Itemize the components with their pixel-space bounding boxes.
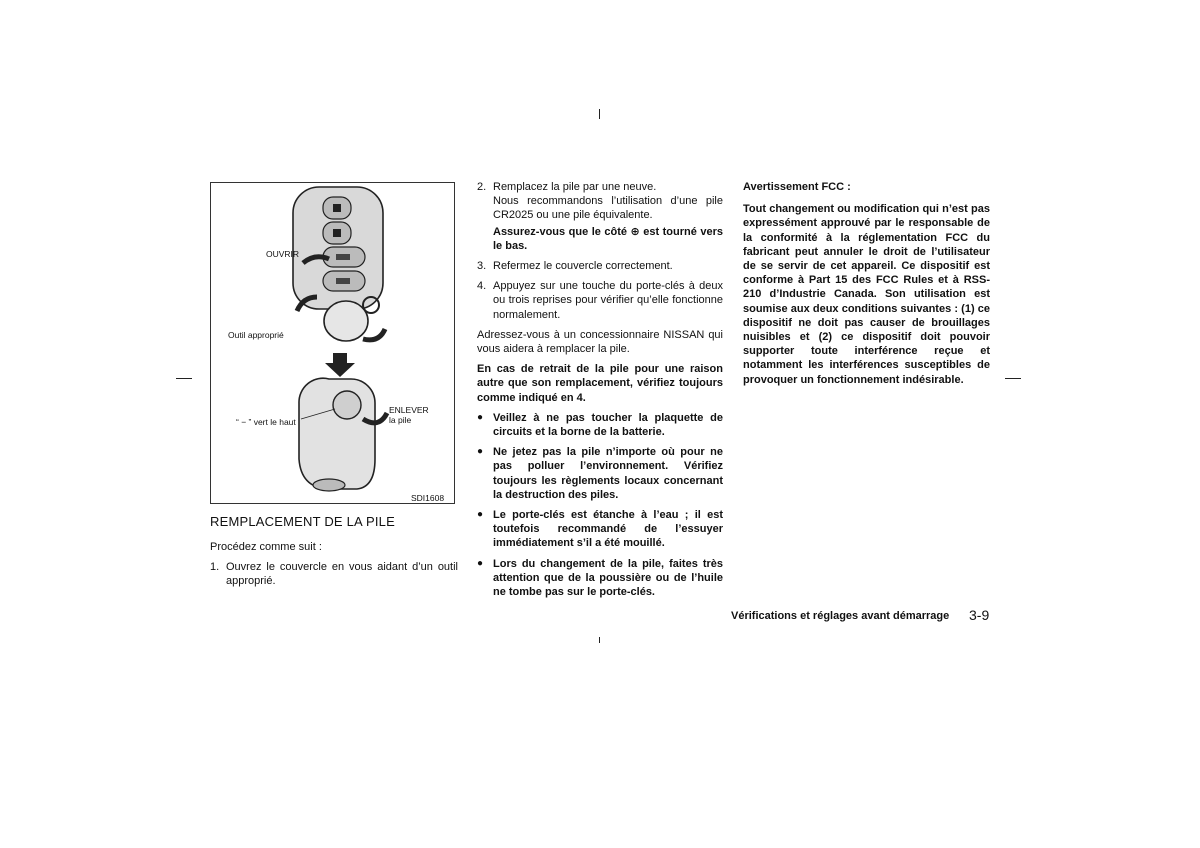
crop-mark-right [1005,378,1021,379]
bullet-item [477,508,723,551]
bullet-text: Ne jetez pas la pile n’importe où pour ne pas polluer l’environnement. Vérifiez toujours les règlements locaux concernant la destruction des piles. [493,446,723,501]
step-2-note [477,225,723,253]
label-tool: Outil approprié [228,330,284,340]
footer-section-title: Vérifications et réglages avant démarrage [731,610,950,622]
step-text: Nous recommandons l’utilisation d’une pile CR2025 ou une pile équivalente. [493,195,723,222]
note-text: Assurez-vous que le côté ⊕ est tourné vers le bas. [493,225,723,252]
bullet-item [477,411,723,439]
section-heading: REMPLACEMENT DE LA PILE [210,514,395,529]
removal-text: En cas de retrait de la pile pour une raison autre que son remplacement, vérifiez toujours comme indiqué en 4. [477,363,723,404]
left-column [210,540,458,595]
bullet-item [477,557,723,600]
key-fob-figure [210,182,455,504]
step-text: Remplacez la pile par une neuve. [493,181,657,193]
fcc-text: Tout changement ou modification qui n’est pas expressément approuvé par le responsable de la conformité à la réglementation FCC du fabricant peut annuler le droit de l’utilisateur de se servir de cet appareil. Ce dispositif est conforme à Part 15 des FCC Rules et à RSS-210 d’Industrie Canada. Son utilisation est soumise aux deux conditions suivantes : (1) ce dispositif ne doit pas causer de brouillages nuisibles et (2) ce dispositif doit pouvoir supporter toute interférence reçue et notamment les interférences susceptibles de provoquer un fonctionnement indésirable. [743,203,990,386]
label-side-up: “ − ” vert le haut [236,417,296,427]
bullet-text: Veillez à ne pas toucher la plaquette de circuits et la borne de la batterie. [493,411,723,439]
step-text: Appuyez sur une touche du porte-clés à deux ou trois reprises pour vérifier qu’elle fonctionne normalement. [493,280,723,321]
figure-code: SDI1608 [411,493,445,503]
indent [477,225,493,253]
bullet-icon: ● [477,446,484,458]
label-remove-line1: ENLEVER [389,405,429,415]
step-number: 3. [477,260,487,273]
bullet-text: Lors du changement de la pile, faites très attention que de la poussière ou de l’huile ne tombe pas sur le porte-clés. [493,557,723,599]
bullet-item [477,445,723,502]
step-1 [210,560,458,588]
step-2-body [493,180,723,223]
step-text: Refermez le couvercle correctement. [493,260,673,273]
label-remove-line2: la pile [389,415,412,425]
crop-mark-left [176,378,192,379]
bullet-icon: ● [477,557,484,569]
step-number: 2. [477,181,487,193]
bullet-icon: ● [477,509,484,521]
crop-mark-top [599,109,600,119]
step-number: 1. [210,561,220,574]
key-fob-illustration [211,183,454,503]
step-4 [477,279,723,322]
bullet-icon: ● [477,411,484,423]
fcc-title: Avertissement FCC : [743,181,851,193]
dealer-text: Adressez-vous à un concessionnaire NISSAN qui vous aidera à remplacer la pile. [477,328,723,356]
crop-mark-bottom [599,637,600,643]
intro-text: Procédez comme suit : [210,541,322,553]
label-open: OUVRIR [266,249,300,259]
right-column [743,180,990,393]
page-number: 3-9 [969,607,990,623]
step-2 [477,180,723,223]
middle-column [477,180,723,605]
step-text: Ouvrez le couvercle en vous aidant d’un outil approprié. [226,561,458,588]
step-number: 4. [477,280,487,293]
bullet-text: Le porte-clés est étanche à l’eau ; il est toutefois recommandé de l’essuyer immédiatement s’il a été mouillé. [493,509,723,550]
step-3 [477,259,723,273]
label-remove [389,405,429,425]
